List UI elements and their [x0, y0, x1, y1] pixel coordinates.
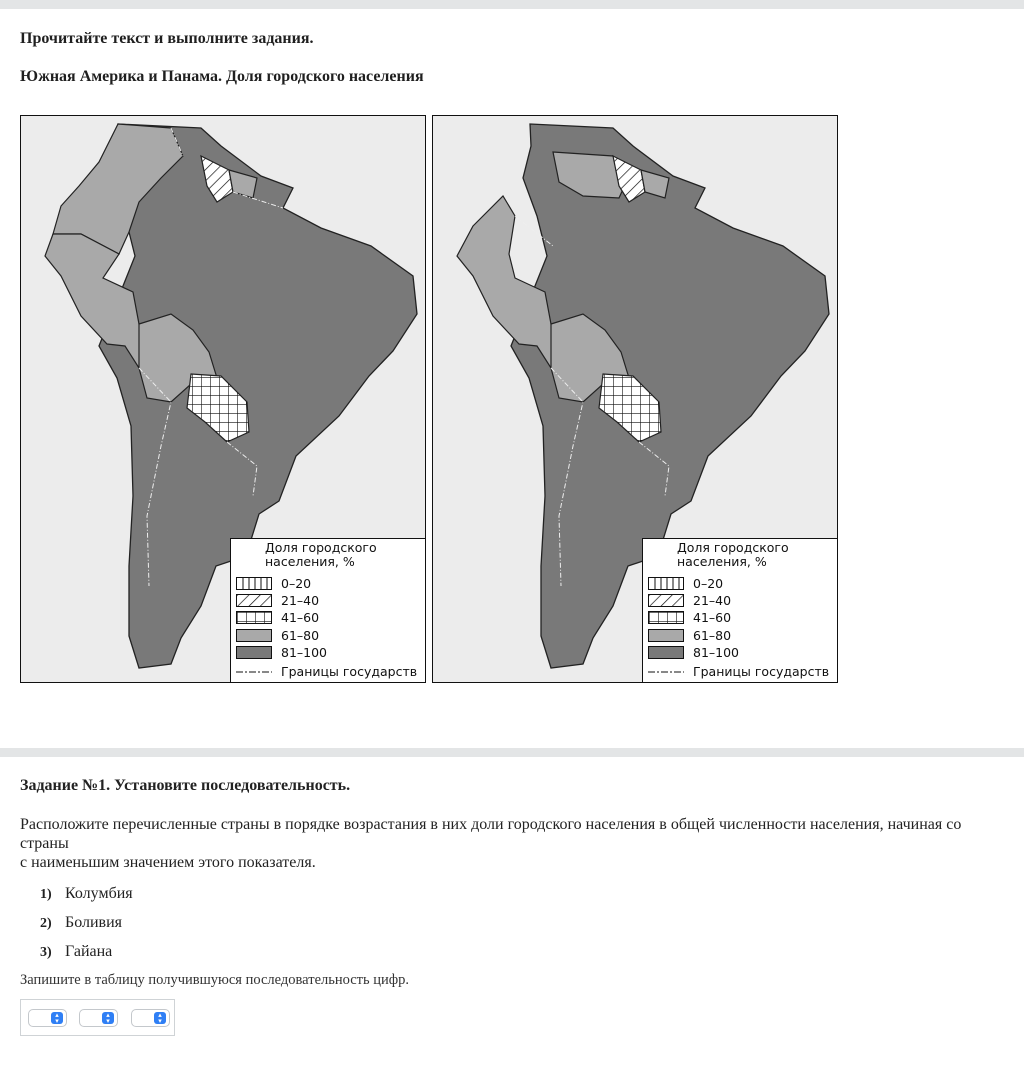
map-panel-left	[20, 115, 426, 683]
legend-item: 61–80	[236, 628, 319, 643]
up-down-chevron-icon: ▴ ▾	[102, 1012, 114, 1024]
legend-item-borders: Границы государств	[693, 664, 830, 679]
legend-item: 41–60	[648, 610, 731, 625]
option-guyana: 3) Гайана	[40, 943, 113, 960]
option-colombia: 1) Колумбия	[40, 885, 133, 902]
legend	[230, 538, 426, 683]
legend-item: 81–100	[236, 645, 327, 660]
legend-item: 0–20	[648, 576, 723, 591]
legend-item: 0–20	[236, 576, 311, 591]
task-description	[20, 815, 1010, 872]
legend-item: 41–60	[236, 610, 319, 625]
legend-item: 21–40	[236, 593, 319, 608]
instruction-text: Запишите в таблицу получившуюся последовательность цифр.	[20, 972, 410, 988]
top-divider-band	[0, 0, 1024, 9]
legend-item: 61–80	[648, 628, 731, 643]
legend-item: 21–40	[648, 593, 731, 608]
legend	[642, 538, 838, 683]
up-down-chevron-icon: ▴ ▾	[51, 1012, 63, 1024]
legend-title: Доля городского населения, %	[677, 540, 789, 569]
section-divider-band	[0, 748, 1024, 757]
answer-select-3[interactable]	[131, 1009, 170, 1027]
map-title: Южная Америка и Панама. Доля городского населения	[20, 68, 424, 85]
legend-title: Доля городского населения, %	[265, 540, 377, 569]
answer-table	[20, 999, 175, 1036]
intro-heading: Прочитайте текст и выполните задания.	[20, 30, 314, 47]
task-description-line-2: с наименьшим значением этого показателя.	[20, 854, 316, 871]
answer-select-1[interactable]	[28, 1009, 67, 1027]
map-panel-right	[432, 115, 838, 683]
task-description-line-1: Расположите перечисленные страны в порядке возрастания в них доли городского населения в общей численности населения, начиная со страны	[20, 816, 962, 852]
option-bolivia: 2) Боливия	[40, 914, 122, 931]
legend-item: 81–100	[648, 645, 739, 660]
legend-item-borders: Границы государств	[281, 664, 418, 679]
task-title: Задание №1. Установите последовательность.	[20, 777, 351, 794]
up-down-chevron-icon: ▴ ▾	[154, 1012, 166, 1024]
answer-select-2[interactable]	[79, 1009, 118, 1027]
